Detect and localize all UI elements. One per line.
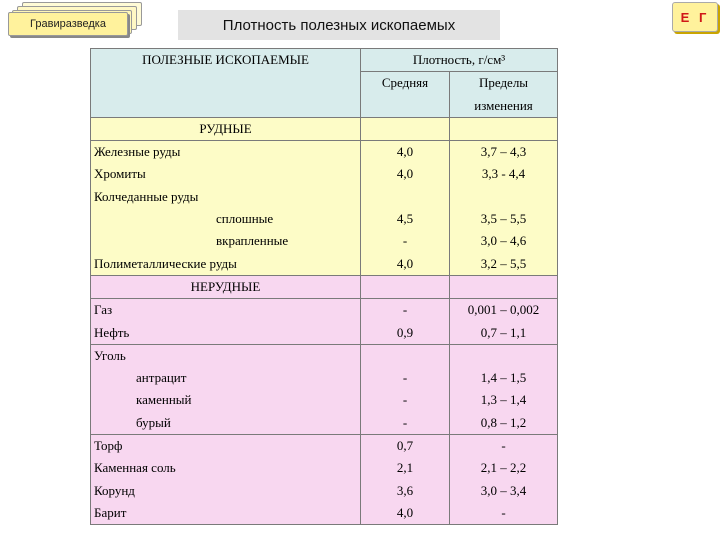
table-cell (361, 275, 450, 298)
column-header-minerals-label: ПОЛЕЗНЫЕ ИСКОПАЕМЫЕ (142, 52, 309, 67)
range-value: 3,0 – 4,6 (480, 233, 527, 249)
mean-value: 4,0 (396, 166, 414, 182)
tab-label[interactable]: Гравиразведка (8, 12, 128, 36)
mean-value: 4,0 (396, 504, 414, 520)
ore-ranges-cell (450, 141, 558, 276)
column-header-range-line2: изменения (474, 97, 533, 113)
mean-value: 3,6 (396, 482, 414, 498)
eg-badge-button[interactable]: Е Г (672, 2, 718, 32)
mean-value: - (402, 302, 408, 318)
mean-value (364, 345, 446, 367)
list-item: Торф (94, 438, 123, 454)
range-value: 0,7 – 1,1 (480, 324, 527, 340)
list-item: Колчеданные руды (94, 188, 199, 204)
range-value: 3,2 – 5,5 (480, 255, 527, 271)
mean-value: 2,1 (396, 460, 414, 476)
range-value: 1,4 – 1,5 (480, 370, 527, 386)
table-row-nonore-heading (91, 275, 558, 298)
mean-value: 4,0 (396, 144, 414, 160)
other-ranges-cell (450, 435, 558, 525)
table-header-row (91, 49, 558, 72)
list-item: каменный (136, 392, 192, 408)
range-value: 3,3 - 4,4 (481, 166, 526, 182)
list-item: Корунд (94, 482, 135, 498)
table-row-ore-heading (91, 117, 558, 140)
range-value: - (501, 438, 506, 454)
column-header-mean-label: Средняя (381, 75, 429, 91)
mean-value: - (402, 233, 408, 249)
table-cell (361, 117, 450, 140)
list-item: бурый (136, 414, 171, 430)
mean-value: - (402, 414, 408, 430)
coal-means-cell (361, 344, 450, 434)
column-header-mean (361, 72, 450, 118)
range-value: 3,0 – 3,4 (480, 482, 527, 498)
list-item: Нефть (94, 324, 130, 340)
page-title: Плотность полезных ископаемых (178, 10, 500, 40)
range-value: 1,3 – 1,4 (480, 392, 527, 408)
range-value (453, 345, 554, 367)
list-item: Барит (94, 504, 127, 520)
column-header-range (450, 72, 558, 118)
table-cell (450, 275, 558, 298)
list-item: антрацит (136, 370, 187, 386)
coal-names-cell (91, 344, 361, 434)
list-item: вкрапленные (216, 233, 289, 249)
column-header-density (361, 49, 558, 72)
table-row-other (91, 435, 558, 525)
ore-means-cell (361, 141, 450, 276)
range-value: - (501, 504, 506, 520)
table-cell (450, 117, 558, 140)
table-row-gas-oil (91, 299, 558, 345)
ore-names-cell (91, 141, 361, 276)
nonore-heading: НЕРУДНЫЕ (91, 275, 361, 298)
list-item: Полиметаллические руды (94, 255, 237, 271)
mean-value: - (402, 370, 408, 386)
mean-value: 0,9 (396, 324, 414, 340)
section-tab[interactable] (8, 2, 142, 36)
list-item: Уголь (94, 347, 126, 363)
ore-heading: РУДНЫЕ (91, 117, 361, 140)
list-item: Газ (94, 302, 113, 318)
table-row-ore-group (91, 141, 558, 276)
column-header-density-label: Плотность, г/см³ (412, 52, 506, 67)
range-value: 3,5 – 5,5 (480, 211, 527, 227)
column-header-range-line1: Пределы (478, 75, 529, 91)
mean-value (364, 186, 446, 208)
gas-oil-means-cell (361, 299, 450, 345)
list-item: Железные руды (94, 144, 181, 160)
range-value (453, 186, 554, 208)
other-means-cell (361, 435, 450, 525)
range-value: 0,001 – 0,002 (467, 302, 540, 318)
list-item: Каменная соль (94, 460, 176, 476)
mean-value: 4,0 (396, 255, 414, 271)
mean-value: - (402, 392, 408, 408)
coal-ranges-cell (450, 344, 558, 434)
table-row-coal (91, 344, 558, 434)
list-item: сплошные (216, 211, 274, 227)
mean-value: 4,5 (396, 211, 414, 227)
column-header-minerals (91, 49, 361, 118)
other-names-cell (91, 435, 361, 525)
range-value: 3,7 – 4,3 (480, 144, 527, 160)
range-value: 0,8 – 1,2 (480, 414, 527, 430)
range-value: 2,1 – 2,2 (480, 460, 527, 476)
gas-oil-names-cell (91, 299, 361, 345)
list-item: Хромиты (94, 166, 146, 182)
mean-value: 0,7 (396, 438, 414, 454)
density-table (90, 48, 558, 525)
gas-oil-ranges-cell (450, 299, 558, 345)
